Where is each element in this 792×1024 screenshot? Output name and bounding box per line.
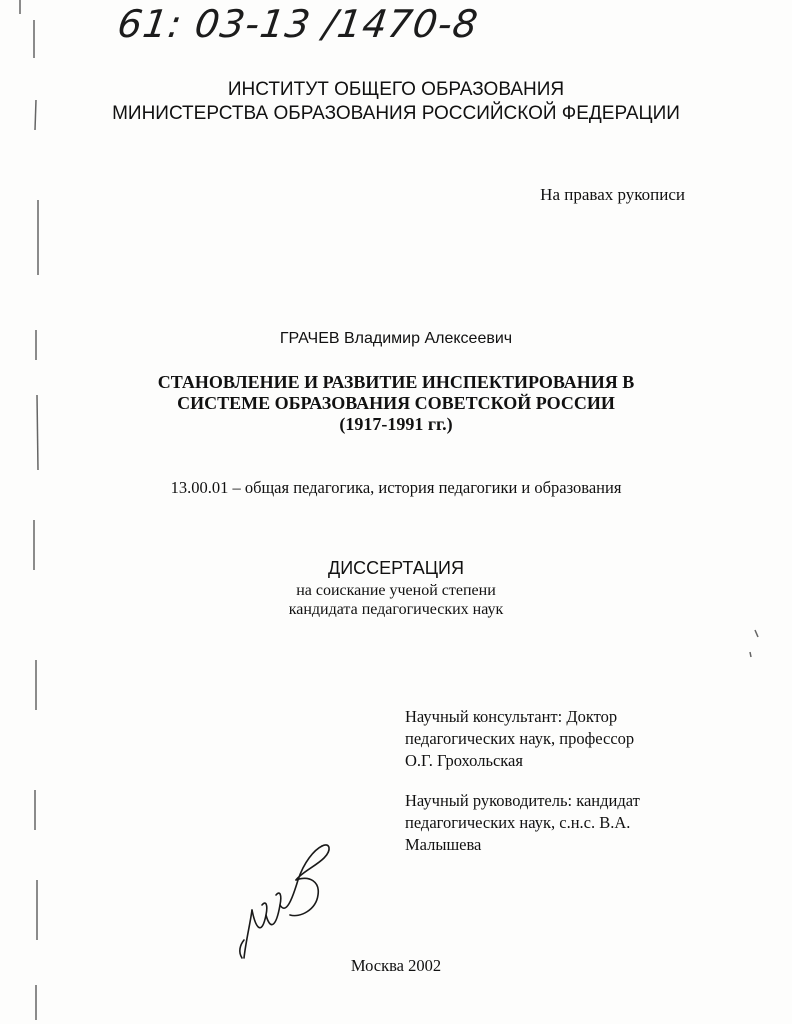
institute-line-1: ИНСТИТУТ ОБЩЕГО ОБРАЗОВАНИЯ [227,79,565,100]
degree-line-2: кандидата педагогических наук [288,601,504,618]
archive-code-handwritten: 61: 03-13 /1470-8 [114,2,482,46]
supervisor-line-1: Научный руководитель: кандидат [405,791,640,810]
dissertation-heading: ДИССЕРТАЦИЯ [328,558,464,578]
author-name: ГРАЧЕВ Владимир Алексеевич [279,330,513,347]
supervisor-line-2: педагогических наук, с.н.с. В.А. [405,813,631,832]
title-line-1: СТАНОВЛЕНИЕ И РАЗВИТИЕ ИНСПЕКТИРОВАНИЯ В [157,372,635,392]
consultant-line-2: педагогических наук, профессор [405,729,635,748]
title-line-2: СИСТЕМЕ ОБРАЗОВАНИЯ СОВЕТСКОЙ РОССИИ [177,393,615,413]
supervisor-line-3: Малышева [405,835,482,854]
degree-line-1: на соискание ученой степени [296,582,496,599]
specialty-code: 13.00.01 – общая педагогика, история педагогики и образования [170,478,622,497]
manuscript-note: На правах рукописи [540,185,685,204]
institute-line-2: МИНИСТЕРСТВА ОБРАЗОВАНИЯ РОССИЙСКОЙ ФЕДЕРАЦИИ [112,103,680,124]
consultant-line-1: Научный консультант: Доктор [405,707,618,726]
title-line-3: (1917-1991 гг.) [339,414,453,434]
city-and-year: Москва 2002 [350,956,442,975]
consultant-line-3: О.Г. Грохольская [405,751,523,770]
